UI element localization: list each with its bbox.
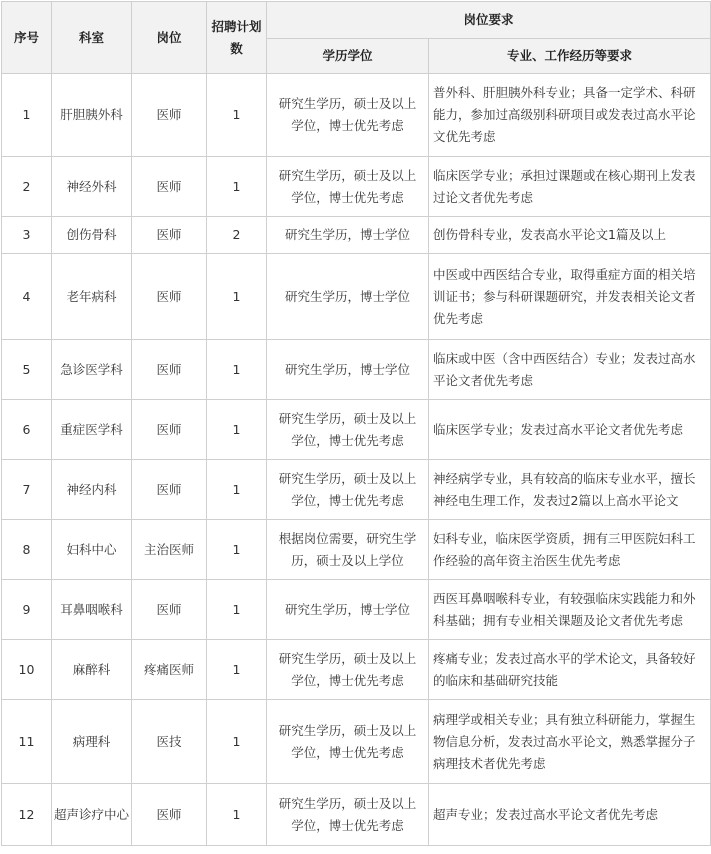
cell-no: 11 [2,700,52,784]
cell-major: 疼痛专业；发表过高水平的学术论文，具备较好的临床和基础研究技能 [429,640,711,700]
cell-position: 医师 [132,460,207,520]
table-row [2,400,711,460]
cell-dept: 耳鼻咽喉科 [52,580,132,640]
cell-education: 研究生学历，硕士及以上学位，博士优先考虑 [267,640,429,700]
cell-major: 普外科、肝胆胰外科专业；具备一定学术、科研能力，参加过高级别科研项目或发表过高水平论文优先考虑 [429,74,711,157]
cell-education: 研究生学历，博士学位 [267,580,429,640]
cell-no: 10 [2,640,52,700]
cell-position: 医师 [132,580,207,640]
cell-education: 研究生学历，硕士及以上学位，博士优先考虑 [267,400,429,460]
cell-dept: 超声诊疗中心 [52,784,132,846]
cell-dept: 病理科 [52,700,132,784]
cell-quota: 1 [207,520,267,580]
cell-no: 9 [2,580,52,640]
table-row [2,217,711,254]
cell-no: 12 [2,784,52,846]
cell-quota: 2 [207,217,267,254]
header-dept: 科室 [52,2,132,74]
cell-major: 超声专业；发表过高水平论文者优先考虑 [429,784,711,846]
cell-position: 疼痛医师 [132,640,207,700]
cell-major: 病理学或相关专业；具有独立科研能力，掌握生物信息分析，发表过高水平论文，熟悉掌握分子病理技术者优先考虑 [429,700,711,784]
cell-education: 研究生学历，博士学位 [267,340,429,400]
cell-education: 研究生学历，博士学位 [267,217,429,254]
cell-quota: 1 [207,157,267,217]
cell-dept: 肝胆胰外科 [52,74,132,157]
cell-education: 研究生学历，硕士及以上学位，博士优先考虑 [267,460,429,520]
cell-no: 8 [2,520,52,580]
cell-position: 医师 [132,400,207,460]
header-major: 专业、工作经历等要求 [429,39,711,74]
cell-major: 神经病学专业，具有较高的临床专业水平，擅长神经电生理工作，发表过2篇以上高水平论文 [429,460,711,520]
cell-dept: 神经内科 [52,460,132,520]
cell-major: 临床或中医（含中西医结合）专业；发表过高水平论文者优先考虑 [429,340,711,400]
cell-position: 医师 [132,340,207,400]
cell-dept: 麻醉科 [52,640,132,700]
cell-education: 根据岗位需要，研究生学历，硕士及以上学位 [267,520,429,580]
cell-education: 研究生学历，硕士及以上学位，博士优先考虑 [267,74,429,157]
table-row [2,640,711,700]
header-quota: 招聘计划数 [207,2,267,74]
cell-quota: 1 [207,254,267,340]
cell-education: 研究生学历，博士学位 [267,254,429,340]
cell-quota: 1 [207,400,267,460]
cell-dept: 创伤骨科 [52,217,132,254]
cell-education: 研究生学历，硕士及以上学位，博士优先考虑 [267,784,429,846]
table-row [2,520,711,580]
cell-no: 3 [2,217,52,254]
table-row [2,74,711,157]
cell-dept: 老年病科 [52,254,132,340]
cell-education: 研究生学历，硕士及以上学位，博士优先考虑 [267,700,429,784]
header-no: 序号 [2,2,52,74]
cell-dept: 妇科中心 [52,520,132,580]
cell-quota: 1 [207,340,267,400]
cell-major: 临床医学专业；承担过课题或在核心期刊上发表过论文者优先考虑 [429,157,711,217]
cell-education: 研究生学历，硕士及以上学位，博士优先考虑 [267,157,429,217]
cell-no: 5 [2,340,52,400]
header-requirements: 岗位要求 [267,2,711,39]
table-row [2,254,711,340]
cell-position: 医师 [132,157,207,217]
table-body [2,74,711,846]
cell-position: 医技 [132,700,207,784]
table-row [2,157,711,217]
cell-position: 医师 [132,254,207,340]
header-position: 岗位 [132,2,207,74]
cell-dept: 神经外科 [52,157,132,217]
table-row [2,460,711,520]
cell-quota: 1 [207,640,267,700]
cell-position: 医师 [132,217,207,254]
table-row [2,700,711,784]
cell-dept: 重症医学科 [52,400,132,460]
cell-no: 1 [2,74,52,157]
cell-quota: 1 [207,700,267,784]
cell-major: 西医耳鼻咽喉科专业，有较强临床实践能力和外科基础；拥有专业相关课题及论文者优先考虑 [429,580,711,640]
cell-position: 医师 [132,784,207,846]
cell-quota: 1 [207,580,267,640]
table-row [2,784,711,846]
cell-position: 主治医师 [132,520,207,580]
cell-quota: 1 [207,784,267,846]
cell-quota: 1 [207,74,267,157]
cell-no: 4 [2,254,52,340]
table-row [2,340,711,400]
cell-quota: 1 [207,460,267,520]
cell-major: 妇科专业，临床医学资质，拥有三甲医院妇科工作经验的高年资主治医生优先考虑 [429,520,711,580]
header-education: 学历学位 [267,39,429,74]
cell-no: 6 [2,400,52,460]
cell-position: 医师 [132,74,207,157]
cell-dept: 急诊医学科 [52,340,132,400]
table-row [2,580,711,640]
cell-no: 2 [2,157,52,217]
cell-major: 临床医学专业；发表过高水平论文者优先考虑 [429,400,711,460]
cell-no: 7 [2,460,52,520]
cell-major: 中医或中西医结合专业，取得重症方面的相关培训证书；参与科研课题研究，并发表相关论文者优先考虑 [429,254,711,340]
cell-major: 创伤骨科专业，发表高水平论文1篇及以上 [429,217,711,254]
recruitment-table [1,1,711,846]
